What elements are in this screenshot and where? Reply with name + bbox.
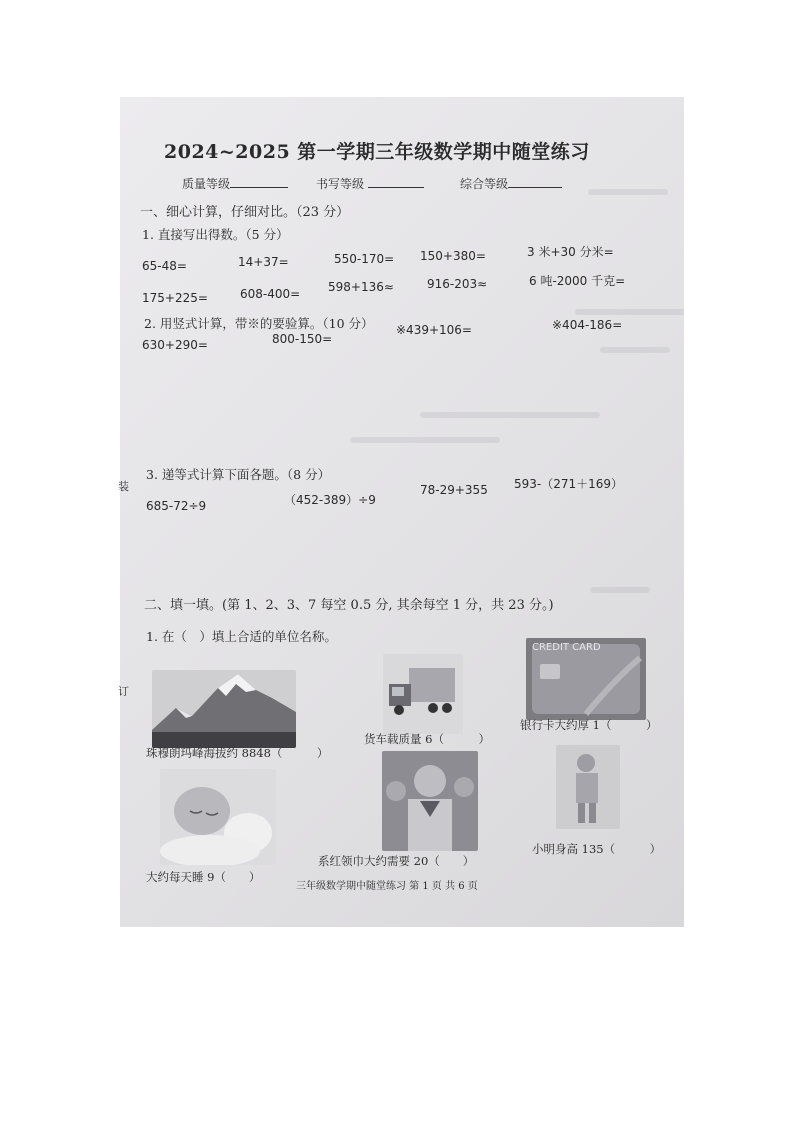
sleeping-child-image (160, 769, 276, 865)
q1-item: 3 米+30 分米= (527, 245, 614, 259)
bleed-through (420, 412, 600, 418)
caption-boy: 小明身高 135（ ） (532, 842, 662, 856)
q2-item: ※404-186= (552, 318, 623, 332)
quality-grade (182, 175, 288, 192)
writing-grade-label: 书写等级 (316, 177, 365, 191)
q1-item: 65-48= (142, 259, 187, 273)
quality-grade-blank[interactable] (230, 175, 288, 188)
overall-grade-blank[interactable] (508, 175, 562, 188)
q1-item: 550-170= (334, 252, 395, 266)
q1-item: 150+380= (420, 249, 486, 263)
truck-image (383, 654, 463, 734)
caption-truck: 货车载质量 6（ ） (364, 732, 490, 746)
q1-item: 608-400= (240, 287, 301, 301)
overall-grade-label: 综合等级 (460, 177, 509, 191)
bleed-through (350, 437, 500, 443)
quality-grade-label: 质量等级 (182, 177, 231, 191)
q1-item: 6 吨-2000 千克= (529, 274, 626, 288)
q1-item: 14+37= (238, 255, 289, 269)
q2-item: ※439+106= (396, 323, 472, 337)
q3-heading: 3. 递等式计算下面各题。（8 分） (146, 467, 331, 482)
q1-heading: 1. 直接写出得数。（5 分） (142, 227, 289, 242)
bleed-through (590, 587, 650, 593)
q3-item: 593-（271＋169） (514, 477, 624, 491)
caption-card: 银行卡大约厚 1（ ） (520, 718, 658, 732)
caption-sleep: 大约每天睡 9（ ） (146, 870, 261, 884)
q3-item: 685-72÷9 (146, 499, 207, 513)
bleed-through (575, 309, 684, 315)
page-footer: 三年级数学期中随堂练习 第 1 页 共 6 页 (296, 881, 478, 892)
binding-mark: 装 (118, 480, 129, 493)
caption-mountain: 珠穆朗玛峰海拔约 8848（ ） (146, 746, 329, 760)
writing-grade-blank[interactable] (368, 175, 424, 188)
mountain-image (152, 670, 296, 748)
q1-item: 175+225= (142, 291, 208, 305)
q1-item: 598+136≈ (328, 280, 394, 294)
exam-title: 2024~2025 第一学期三年级数学期中随堂练习 (164, 141, 590, 163)
card-text: CREDIT CARD (532, 642, 601, 653)
section2-heading: 二、填一填。(第 1、2、3、7 每空 0.5 分, 其余每空 1 分，共 23 分。) (144, 598, 554, 613)
q3-item: （452-389）÷9 (284, 493, 376, 507)
q1-item: 916-203≈ (427, 277, 488, 291)
q2-item: 630+290= (142, 338, 208, 352)
writing-grade (316, 175, 424, 192)
caption-scarf: 系红领巾大约需要 20（ ） (318, 854, 475, 868)
exam-sheet (120, 97, 684, 927)
bleed-through (588, 189, 668, 195)
section1-heading: 一、细心计算，仔细对比。（23 分） (140, 205, 350, 220)
boy-image (556, 745, 620, 829)
bleed-through (600, 347, 670, 353)
binding-mark: 订 (118, 685, 129, 698)
q2-item: 800-150= (272, 332, 333, 346)
red-scarf-image (382, 751, 478, 851)
overall-grade (460, 175, 562, 192)
q2-heading: 2. 用竖式计算，带※的要验算。（10 分） (144, 316, 374, 331)
s2-q1-heading: 1. 在（ ）填上合适的单位名称。 (146, 629, 337, 644)
q3-item: 78-29+355 (420, 483, 488, 497)
